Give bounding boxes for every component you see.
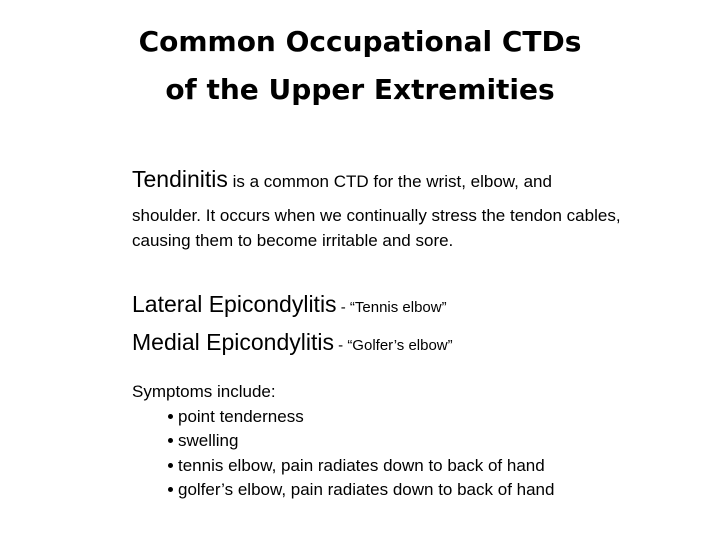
title-line-1: Common Occupational CTDs	[138, 25, 582, 58]
bullet-icon	[168, 463, 173, 468]
tendinitis-lead-line	[132, 164, 632, 197]
list-item	[168, 429, 692, 454]
list-item	[168, 478, 692, 503]
epicondylitis-term: Medial Epicondylitis	[132, 329, 334, 355]
epicondylitis-row-lateral	[132, 287, 692, 325]
bullet-icon	[168, 414, 173, 419]
tendinitis-lead: is a common CTD for the wrist, elbow, and	[227, 172, 552, 191]
list-item	[168, 405, 692, 430]
tendinitis-body: shoulder. It occurs when we continually stress the tendon cables, causing them to become irritable and sore.	[132, 206, 621, 250]
list-item	[168, 454, 692, 479]
symptom-text: tennis elbow, pain radiates down to back of hand	[178, 455, 545, 475]
epicondylitis-row-medial	[132, 325, 692, 363]
epicondylitis-list	[132, 287, 692, 363]
epicondylitis-note: - “Tennis elbow”	[336, 299, 447, 316]
epicondylitis-term: Lateral Epicondylitis	[132, 291, 337, 317]
title-line-2: of the Upper Extremities	[165, 73, 555, 106]
epicondylitis-note: - “Golfer’s elbow”	[333, 337, 453, 354]
tendinitis-term: Tendinitis	[132, 166, 228, 192]
tendinitis-paragraph	[132, 164, 632, 253]
symptom-text: swelling	[178, 431, 239, 450]
symptoms-list	[132, 405, 692, 503]
symptoms-heading: Symptoms include:	[132, 382, 276, 401]
bullet-icon	[168, 438, 173, 443]
symptom-text: point tenderness	[178, 406, 304, 426]
symptom-text: golfer’s elbow, pain radiates down to back of hand	[178, 480, 555, 499]
symptoms-section	[132, 380, 692, 503]
bullet-icon	[168, 487, 173, 492]
slide-title	[0, 18, 720, 114]
